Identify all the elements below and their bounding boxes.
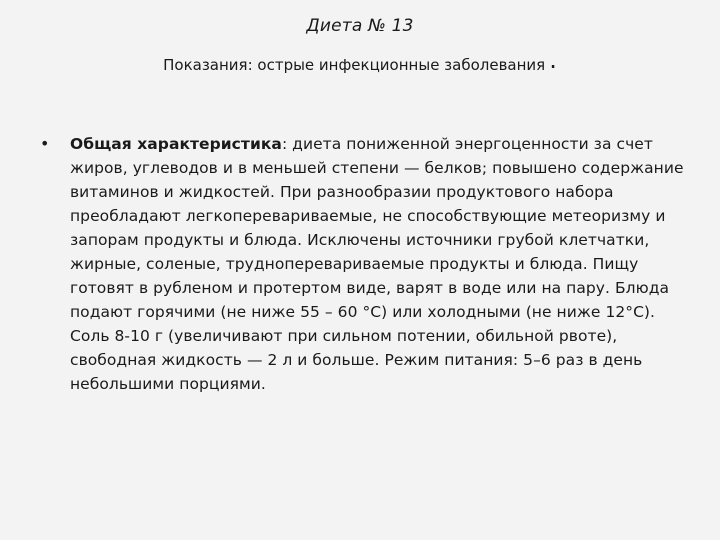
list-item <box>40 132 685 396</box>
slide-title: Диета № 13 <box>306 16 414 36</box>
item-lead: Общая характеристика <box>70 135 282 153</box>
indications-line <box>0 46 720 74</box>
indications-text: Показания: острые инфекционные заболевания <box>163 56 546 74</box>
item-body: : диета пониженной энергоценности за счет жиров, углеводов и в меньшей степени — белков; повышено содержание витаминов и жидкостей. При разнообразии продуктового набора преобладают легкоперевариваемые, не способствующие метеоризму и запорам продукты и блюда. Исключены источники грубой клетчатки, жирные, соленые, трудноперевариваемые продукты и блюда. Пищу готовят в рубленом и протертом виде, варят в воде или на пару. Блюда подают горячими (не ниже 55 – 60 °С) или холодными (не ниже 12°С). Соль 8-10 г (увеличивают при сильном потении, обильной рвоте), свободная жидкость — 2 л и больше. Режим питания: 5–6 раз в день небольшими порциями. <box>70 135 684 393</box>
bullet-paragraph <box>70 132 685 396</box>
bullet-icon: • <box>40 134 50 153</box>
indications-mark: . <box>549 46 557 74</box>
